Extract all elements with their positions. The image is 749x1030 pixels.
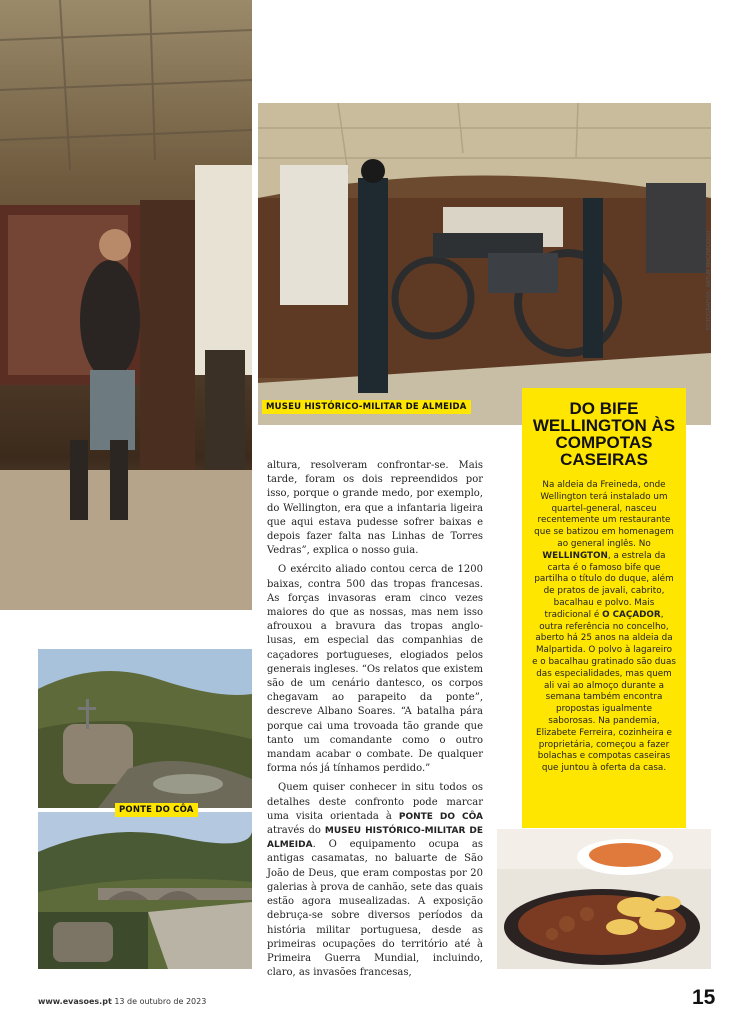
museum-name: MUSEU HISTÓRICO-MILITAR DE ALMEIDA [267, 826, 484, 851]
museum-caption: MUSEU HISTÓRICO-MILITAR DE ALMEIDA [262, 400, 471, 414]
museum-cannon-photo [258, 103, 711, 425]
footer-date: 13 de outubro de 2023 [114, 997, 207, 1006]
article-column [267, 459, 483, 980]
footer-site: www.evasoes.pt [38, 997, 112, 1006]
article-paragraph-3: Quem quiser conhecer in situ todos os detalhes deste confronto pode marcar uma visita orientada à PONTE DO CÔA através do MUSEU HISTÓRICO-MILITAR DE ALMEIDA. O equipamento ocupa as antigas casamatas, no baluarte de São João de Deus, que eram compostas por 20 galerias à prova de canhão, sete das quais estão agora musealizadas. A exposição debruça-se sobre diversos períodos da história militar portuguesa, desde as primeiras ocupações do território até à Primeira Guerra Mundial, incluindo, claro, as invasões francesas, [267, 782, 484, 979]
food-dish-photo [497, 829, 711, 969]
page-number: 15 [692, 986, 716, 1009]
river-landscape-photo [38, 649, 252, 808]
bridge-caption: PONTE DO CÔA [115, 803, 198, 817]
restaurant-wellington: WELLINGTON [542, 550, 608, 561]
sidebar-text: Na aldeia da Freineda, onde Wellington terá instalado um quartel-general, nasceu recentemente um restaurante que se batizou em homenagem ao general inglês. No WELLINGTON, a estrela da carta é o famoso bife que partilha o título do duque, além de pratos de javali, cabrito, bacalhau e polvo. Mais tradicional é O CAÇADOR, outra referência no concelho, aberto há 25 anos na aldeia da Malpartida. O polvo à lagareiro e o bacalhau gratinado são duas das especialidades, mas quem ali vai ao almoço durante a semana também encontra propostas igualmente saborosas. Na pandemia, Elizabete Ferreira, cozinheira e proprietária, começou a fazer bolachas e compotas caseiras que juntou à oferta da casa. [532, 480, 676, 774]
restaurant-o-cacador: O CAÇADOR [602, 609, 661, 620]
footer [38, 997, 206, 1006]
sidebar-title: DO BIFE WELLINGTON ÀS COMPOTAS CASEIRAS [532, 399, 676, 469]
bridge-landscape-photo [38, 812, 252, 969]
photo-credit: FOTOGRAFIAS: ARTUR MACHADO/GI [706, 230, 712, 330]
restaurant-sidebar [522, 388, 686, 828]
article-paragraph-1: altura, resolveram confrontar-se. Mais tarde, foram os dois repreendidos por isso, porque o grande medo, por exemplo, do Wellington, era que a infantaria ligeira que aqui estava pudesse sofrer baixas e depois fazer falta nas Linhas de Torres Vedras”, explica o nosso guia. [267, 460, 483, 557]
museum-visitor-photo [0, 0, 252, 610]
article-paragraph-2: O exército aliado contou cerca de 1200 baixas, contra 500 das tropas francesas. As forças invasoras eram cinco vezes maiores do que as nossas, mas nem isso afrouxou a bravura das tropas anglo-lusas, em especial das companhias de caçadores portugueses, elogiados pelos generais ingleses. “Os relatos que existem são de um cenário dantesco, os corpos chegavam ao parapeito da ponte”, descreve Albano Soares. “A batalha pára porque cai uma trovoada tão grande que tanto um comandante como o outro mandam acabar o combate. De qualquer forma nós já tínhamos perdido.” [267, 564, 483, 775]
bridge-name: PONTE DO CÔA [398, 811, 484, 822]
